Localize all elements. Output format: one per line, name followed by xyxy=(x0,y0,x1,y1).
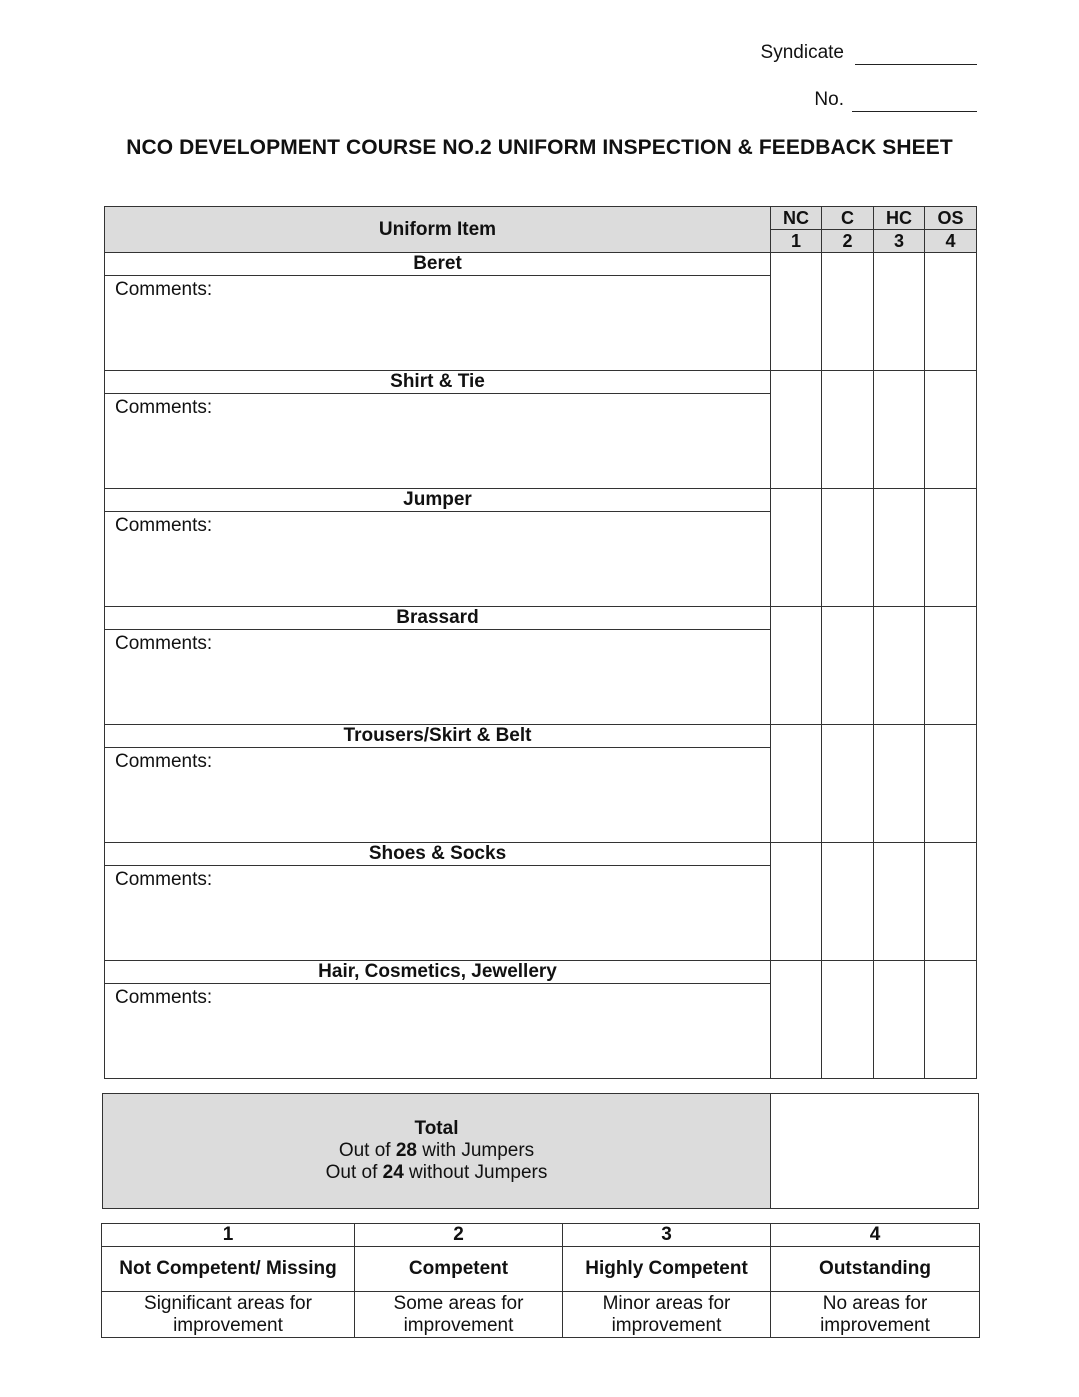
uniform-item-header: Uniform Item xyxy=(105,207,771,253)
comments-field[interactable]: Comments: xyxy=(105,512,771,607)
score-3-header: 3 xyxy=(874,230,925,253)
code-hc-header: HC xyxy=(874,207,925,230)
score-cell-os[interactable] xyxy=(925,607,977,725)
legend-level-name: Outstanding xyxy=(771,1247,980,1292)
comments-field[interactable]: Comments: xyxy=(105,748,771,843)
total-line1-prefix: Out of xyxy=(338,1140,396,1161)
uniform-inspection-table xyxy=(104,206,977,1079)
comments-field[interactable]: Comments: xyxy=(105,984,771,1079)
item-shirt-tie: Shirt & Tie xyxy=(105,371,771,394)
score-cell-hc[interactable] xyxy=(874,725,925,843)
item-shoes-socks: Shoes & Socks xyxy=(105,843,771,866)
item-jumper: Jumper xyxy=(105,489,771,512)
total-table xyxy=(102,1093,979,1209)
total-max-without-jumpers: 24 xyxy=(382,1162,404,1183)
score-2-header: 2 xyxy=(822,230,874,253)
total-line1-suffix: with Jumpers xyxy=(416,1140,535,1161)
score-cell-c[interactable] xyxy=(822,253,874,371)
item-brassard: Brassard xyxy=(105,607,771,630)
total-line2-prefix: Out of xyxy=(325,1162,383,1183)
legend-number: 4 xyxy=(771,1224,980,1247)
legend-description: No areas for improvement xyxy=(771,1292,980,1338)
number-label: No. xyxy=(814,89,844,110)
syndicate-label: Syndicate xyxy=(760,42,844,63)
score-cell-c[interactable] xyxy=(822,607,874,725)
score-cell-nc[interactable] xyxy=(771,725,822,843)
legend-number: 2 xyxy=(355,1224,563,1247)
number-field xyxy=(0,89,1079,115)
comments-field[interactable]: Comments: xyxy=(105,866,771,961)
code-os-header: OS xyxy=(925,207,977,230)
legend-description: Significant areas for improvement xyxy=(102,1292,355,1338)
score-cell-hc[interactable] xyxy=(874,371,925,489)
number-input-line[interactable] xyxy=(852,89,977,112)
comments-field[interactable]: Comments: xyxy=(105,276,771,371)
score-cell-os[interactable] xyxy=(925,489,977,607)
score-cell-os[interactable] xyxy=(925,725,977,843)
total-with-jumpers xyxy=(103,1140,770,1162)
page-title: NCO DEVELOPMENT COURSE NO.2 UNIFORM INSPECTION & FEEDBACK SHEET xyxy=(126,136,953,159)
score-cell-c[interactable] xyxy=(822,725,874,843)
score-cell-hc[interactable] xyxy=(874,961,925,1079)
legend-level-name: Not Competent/ Missing xyxy=(102,1247,355,1292)
score-cell-nc[interactable] xyxy=(771,253,822,371)
syndicate-input-line[interactable] xyxy=(855,42,977,65)
score-cell-c[interactable] xyxy=(822,843,874,961)
item-trousers-skirt-belt: Trousers/Skirt & Belt xyxy=(105,725,771,748)
score-cell-os[interactable] xyxy=(925,253,977,371)
score-cell-os[interactable] xyxy=(925,961,977,1079)
code-c-header: C xyxy=(822,207,874,230)
total-without-jumpers xyxy=(103,1162,770,1184)
total-score-cell[interactable] xyxy=(771,1094,979,1209)
score-cell-c[interactable] xyxy=(822,489,874,607)
score-cell-hc[interactable] xyxy=(874,253,925,371)
score-cell-nc[interactable] xyxy=(771,607,822,725)
score-cell-nc[interactable] xyxy=(771,489,822,607)
item-hair-cosmetics-jewellery: Hair, Cosmetics, Jewellery xyxy=(105,961,771,984)
legend-description: Minor areas for improvement xyxy=(563,1292,771,1338)
total-line2-suffix: without Jumpers xyxy=(403,1162,548,1183)
score-cell-c[interactable] xyxy=(822,961,874,1079)
score-1-header: 1 xyxy=(771,230,822,253)
comments-field[interactable]: Comments: xyxy=(105,630,771,725)
total-max-with-jumpers: 28 xyxy=(395,1140,417,1161)
legend-number: 3 xyxy=(563,1224,771,1247)
score-cell-os[interactable] xyxy=(925,371,977,489)
legend-level-name: Highly Competent xyxy=(563,1247,771,1292)
item-beret: Beret xyxy=(105,253,771,276)
score-cell-nc[interactable] xyxy=(771,843,822,961)
score-cell-nc[interactable] xyxy=(771,961,822,1079)
total-label-cell xyxy=(103,1094,771,1209)
total-label: Total xyxy=(414,1118,459,1139)
legend-number: 1 xyxy=(102,1224,355,1247)
syndicate-field xyxy=(0,42,1079,68)
comments-field[interactable]: Comments: xyxy=(105,394,771,489)
score-cell-c[interactable] xyxy=(822,371,874,489)
legend-level-name: Competent xyxy=(355,1247,563,1292)
score-cell-nc[interactable] xyxy=(771,371,822,489)
legend-description: Some areas for improvement xyxy=(355,1292,563,1338)
score-4-header: 4 xyxy=(925,230,977,253)
score-cell-hc[interactable] xyxy=(874,843,925,961)
score-cell-os[interactable] xyxy=(925,843,977,961)
grading-legend-table xyxy=(101,1223,980,1338)
score-cell-hc[interactable] xyxy=(874,607,925,725)
score-cell-hc[interactable] xyxy=(874,489,925,607)
code-nc-header: NC xyxy=(771,207,822,230)
